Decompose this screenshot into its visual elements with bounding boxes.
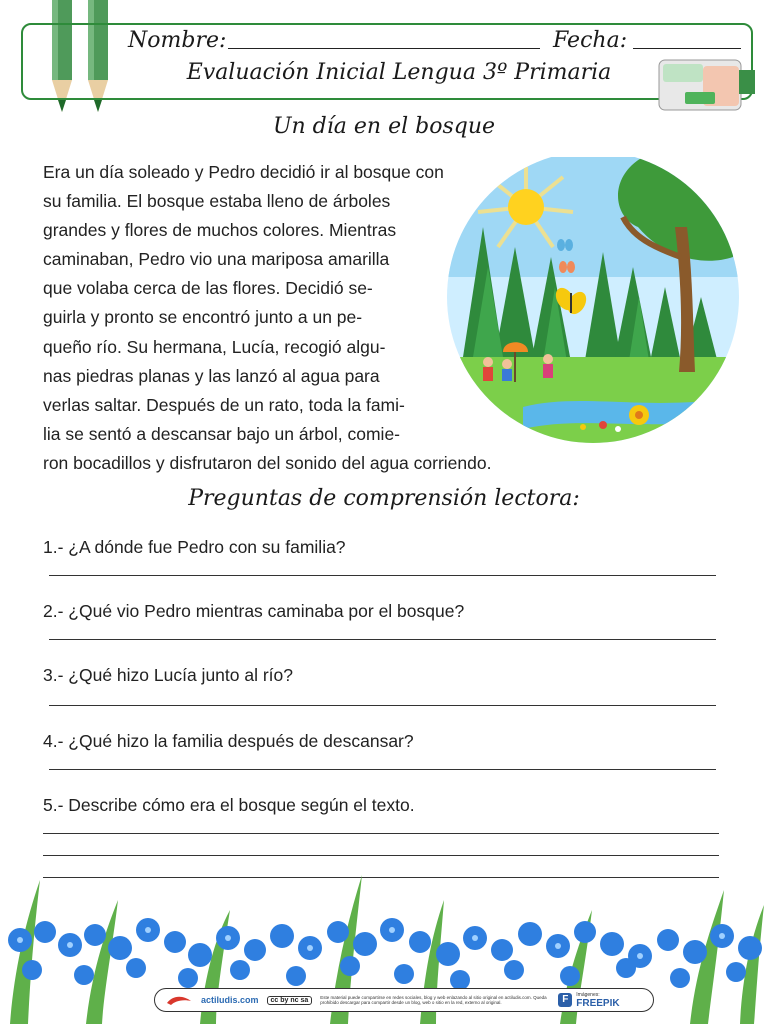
freepik-icon: F <box>558 993 572 1007</box>
questions-title: Preguntas de comprensión lectora: <box>188 486 580 511</box>
story-line: grandes y flores de muchos colores. Mientras <box>43 220 397 241</box>
story-title: Un día en el bosque <box>272 114 496 139</box>
fecha-label: Fecha: <box>553 28 628 53</box>
story-line: guirla y pronto se encontró junto a un pe- <box>43 307 363 328</box>
nombre-label: Nombre: <box>128 28 227 53</box>
story-line: que volaba cerca de las flores. Decidió se- <box>43 278 373 299</box>
answer-line-4[interactable] <box>49 769 716 770</box>
sharpener-icon <box>657 56 757 116</box>
question-1: 1.- ¿A dónde fue Pedro con su familia? <box>43 537 346 557</box>
story-line: queño río. Su hermana, Lucía, recogió algu- <box>43 336 386 357</box>
story-line: lia se sentó a descansar bajo un árbol, comie- <box>43 423 401 444</box>
evaluation-subtitle: Evaluación Inicial Lengua 3º Primaria <box>186 60 612 85</box>
answer-line-6[interactable] <box>43 855 719 856</box>
license-note: Este material puede compartirse en redes sociales, blog y web enlazando al sitio original en actiludis.com. Queda prohibido descargar para compartir desde un blog, web o sitio en la red, externo al original. <box>320 995 547 1005</box>
fecha-field[interactable] <box>633 48 741 49</box>
question-3: 3.- ¿Qué hizo Lucía junto al río? <box>43 665 293 685</box>
credit-caption: Imágenes: <box>576 991 600 998</box>
question-5: 5.- Describe cómo era el bosque según el texto. <box>43 795 415 815</box>
nombre-field[interactable] <box>228 48 540 49</box>
forest-illustration <box>443 157 743 447</box>
footer-credits <box>154 988 654 1012</box>
credit-name: FREEPIK <box>576 997 620 1009</box>
answer-line-1[interactable] <box>49 575 716 576</box>
answer-line-5[interactable] <box>43 833 719 834</box>
flower-icon <box>629 405 649 425</box>
story-line: ron bocadillos y disfrutaron del sonido del agua corriendo. <box>43 452 492 473</box>
question-2: 2.- ¿Qué vio Pedro mientras caminaba por el bosque? <box>43 601 465 621</box>
freepik-credit <box>558 992 619 1009</box>
story-line: verlas saltar. Después de un rato, toda la fami- <box>43 394 405 415</box>
story-line: caminaban, Pedro vio una mariposa amarilla <box>43 249 390 270</box>
actiludis-logo-icon <box>165 993 193 1007</box>
question-4: 4.- ¿Qué hizo la familia después de descansar? <box>43 731 414 751</box>
answer-line-2[interactable] <box>49 639 716 640</box>
license-badge: cc by nc sa <box>267 996 313 1005</box>
story-line: nas piedras planas y las lanzó al agua para <box>43 365 380 386</box>
story-line: su familia. El bosque estaba lleno de árboles <box>43 191 391 212</box>
answer-line-3[interactable] <box>49 705 716 706</box>
site-link[interactable]: actiludis.com <box>201 995 259 1005</box>
story-line: Era un día soleado y Pedro decidió ir al bosque con <box>43 162 444 182</box>
